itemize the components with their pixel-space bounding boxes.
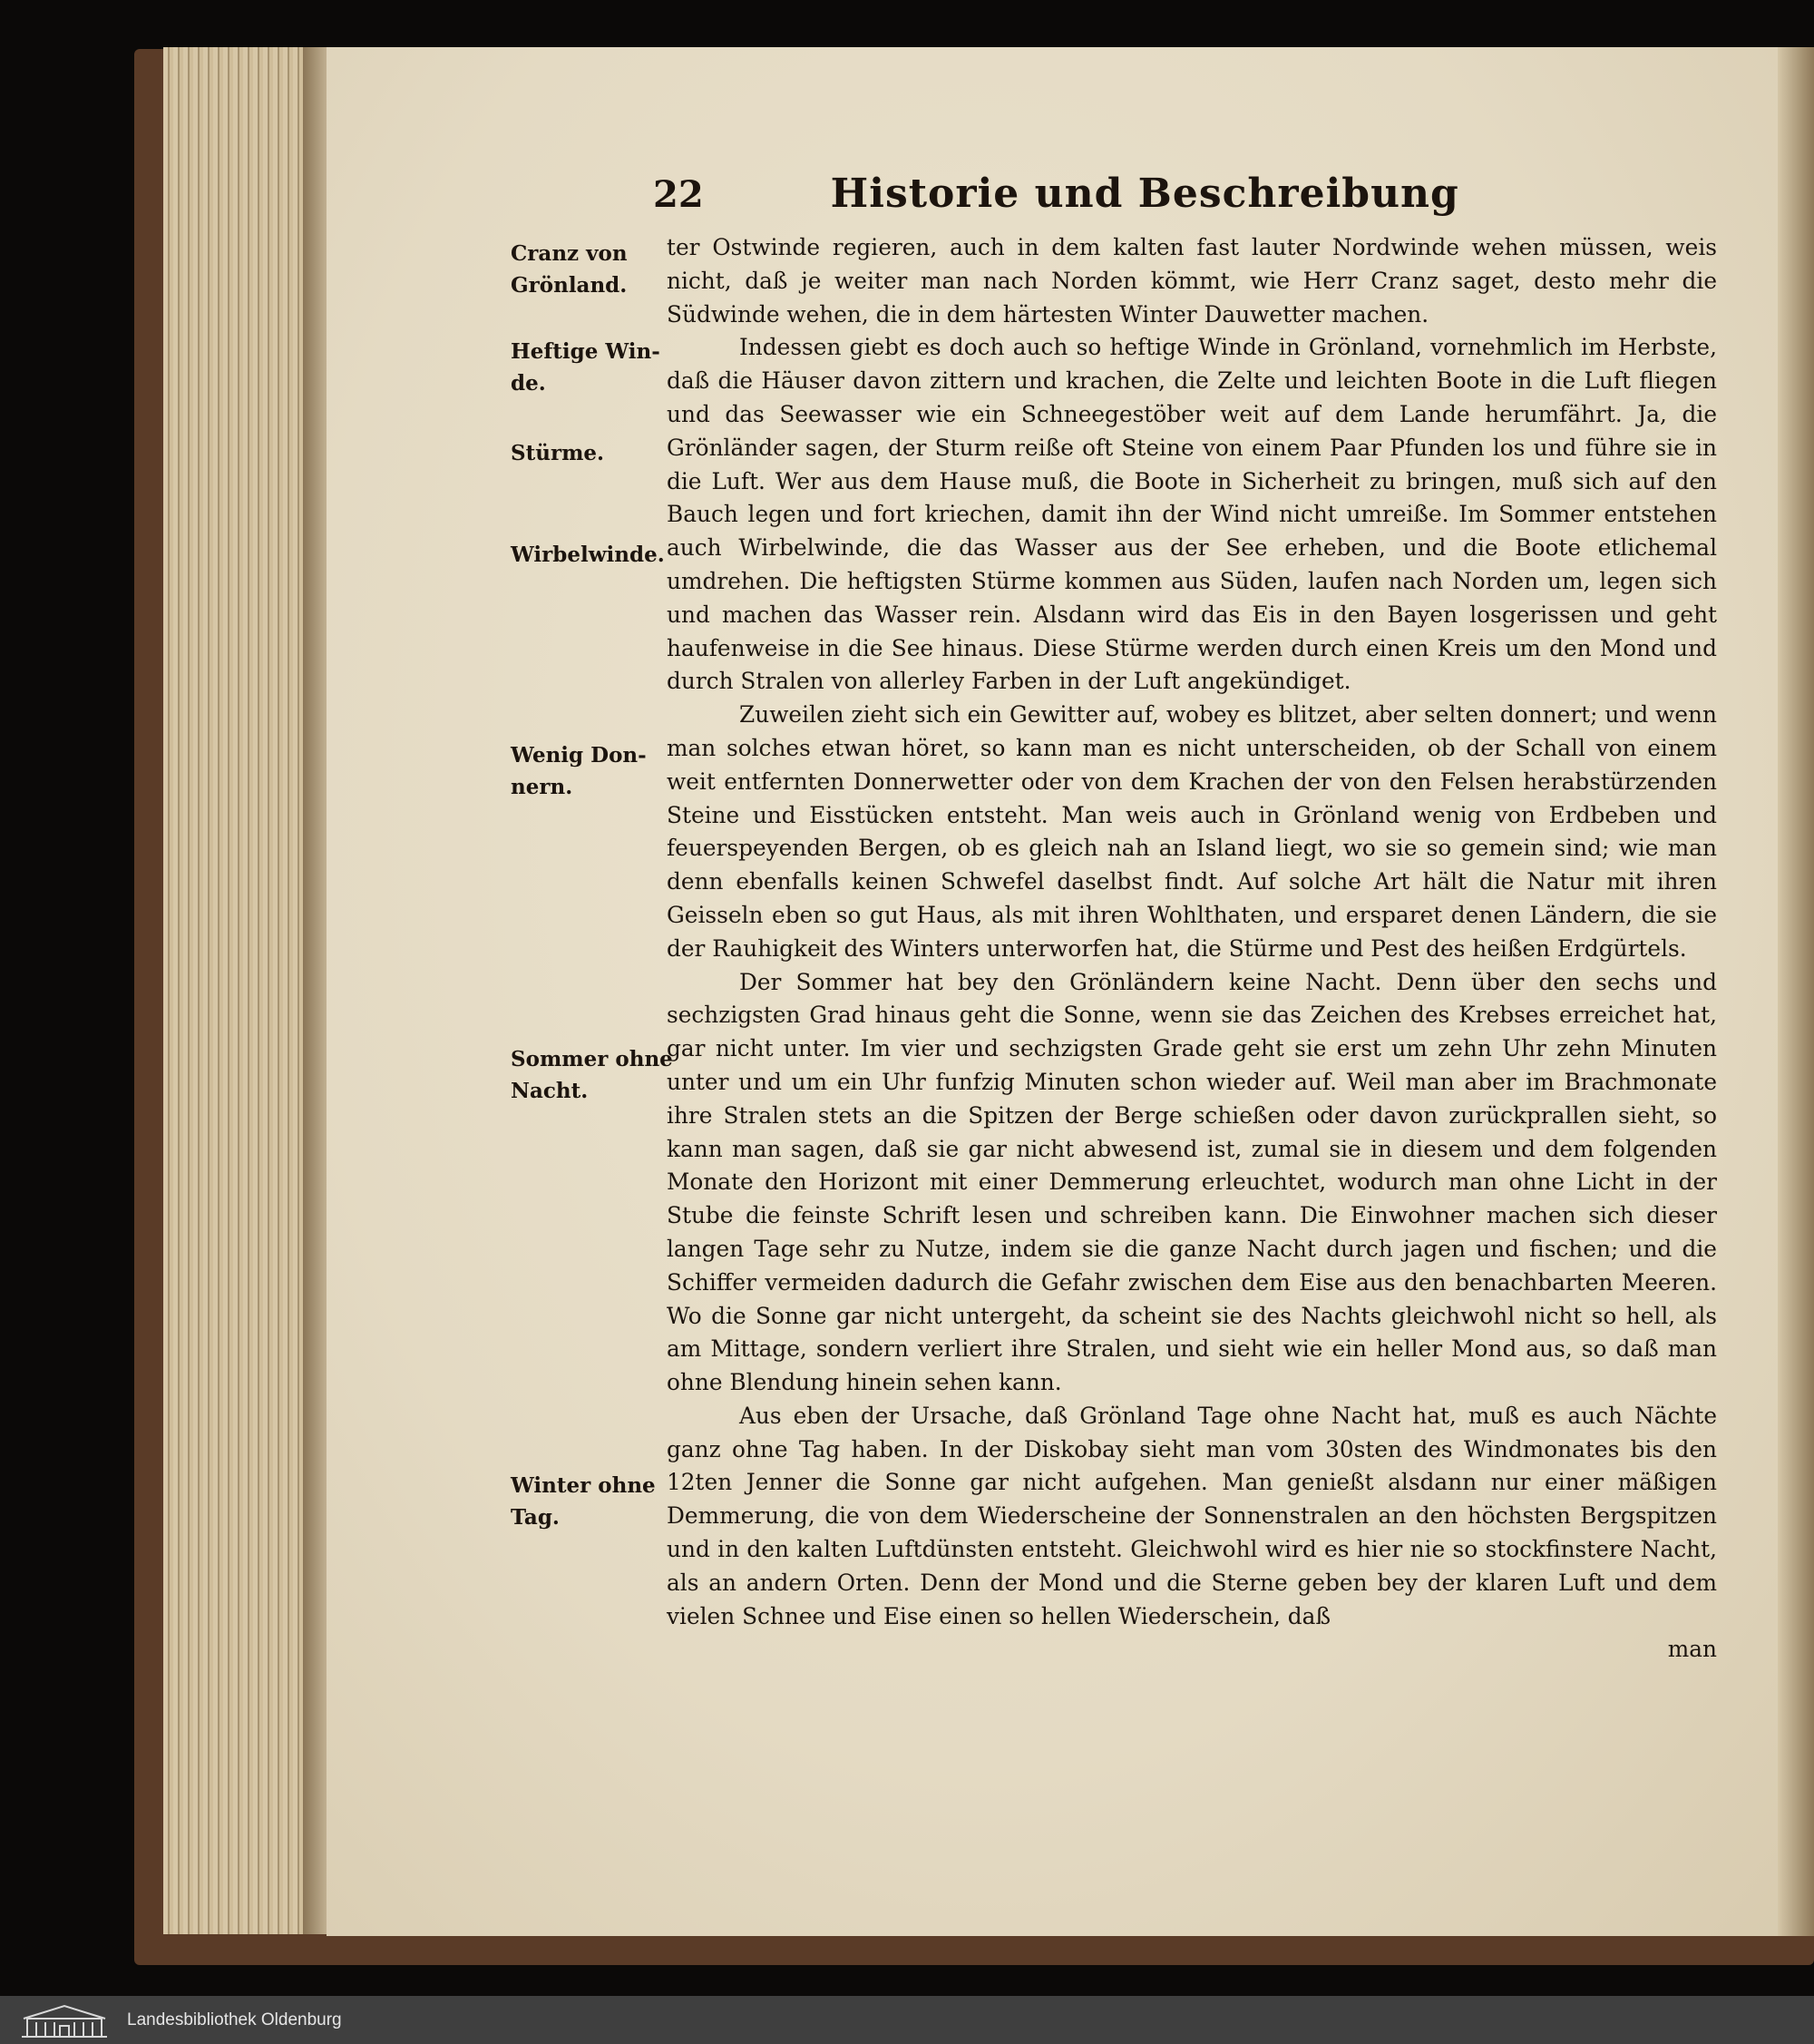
marginal-note-line: Heftige Win- [511,339,660,364]
marginal-note [511,739,669,803]
library-building-icon [15,2000,114,2040]
library-name: Landesbibliothek Oldenburg [127,2010,342,2029]
page-edges-left [163,47,313,1934]
marginal-note-line: Grönland. [511,273,628,298]
running-title: Historie und Beschreibung [830,171,1459,217]
paragraph: Aus eben der Ursache, daß Grönland Tage ohne Nacht hat, muß es auch Nächte ganz ohne Tag haben. In der Diskobay sieht man vom 30sten des Windmonates bis den 12ten Jenner die Sonne gar nicht aufgehen. Man genießt alsdann nur einer mäßigen Demmerung, die von dem Wiederscheine der Sonnenstralen an den höchsten Bergspitzen und in den kalten Luftdünsten entsteht. Gleichwohl wird es hier nie so stockfinstere Nacht, als an andern Orten. Denn der Mond und die Sterne geben bey der klaren Luft und dem vielen Schnee und Eise einen so hellen Wiederschein, daß [667,1402,1717,1629]
paragraph: Indessen giebt es doch auch so heftige Winde in Grönland, vornehmlich im Herbste, daß die Häuser davon zittern und krachen, die Zelte und leichten Boote in die Luft fliegen und das Seewasser wie ein Schneegestöber weit auf dem Lande herumfährt. Ja, die Grönländer sagen, der Sturm reiße oft Steine von einem Paar Pfunden los und führe sie in die Luft. Wer aus dem Hause muß, die Boote in Sicherheit zu bringen, muß sich auf den Bauch legen und fort kriechen, damit ihn der Wind nicht umreiße. Im Sommer entstehen auch Wirbelwinde, die das Wasser aus der See erheben, und die Boote etlichemal umdrehen. Die heftigsten Stürme kommen aus Süden, laufen nach Norden um, legen sich und machen das Wasser rein. Alsdann wird das Eis in den Bayen losgerissen und geht haufenweise in die See hinaus. Diese Stürme werden durch einen Kreis um den Mond und durch Stralen von allerley Farben in der Luft angekündiget. [667,334,1717,695]
marginal-note [511,539,669,571]
paragraph: ter Ostwinde regieren, auch in dem kalten fast lauter Nordwinde wehen müssen, weis nicht, daß je weiter man nach Norden kömmt, wie Herr Cranz saget, desto mehr die Südwinde wehen, die in dem härtesten Winter Dauwetter machen. [667,234,1717,328]
marginal-note-line: Sommer ohne [511,1047,673,1071]
marginal-note [511,437,669,469]
marginal-note-line: Stürme. [511,441,605,465]
marginal-note-line: Winter ohne [511,1473,656,1498]
marginal-note [511,1043,673,1107]
paragraph: Zuweilen zieht sich ein Gewitter auf, wobey es blitzet, aber selten donnert; und wenn man solches etwan höret, so kann man es nicht unterscheiden, ob der Schall von einem weit entfernten Donnerwetter oder von dem Krachen der von den Felsen herabstürzenden Steine und Eisstücken entsteht. Man weis auch in Grönland wenig von Erdbeben und feuerspeyenden Bergen, ob es gleich nah an Island liegt, wo sie so gemein sind; wie man denn ebenfalls keinen Schwefel daselbst findt. Auf solche Art hält die Natur mit ihren Geisseln eben so gut Haus, als mit ihren Wohlthaten, und ersparet denen Ländern, die sie der Rauhigkeit des Winters unterworfen hat, die Stürme und Pest des heißen Erdgürtels. [667,701,1717,962]
marginal-note-line: Wenig Don- [511,743,647,768]
marginal-note-line: Nacht. [511,1079,589,1103]
marginal-note-line: Wirbelwinde. [511,543,665,567]
marginal-note-line: Cranz von [511,241,628,266]
marginal-note-line: nern. [511,775,573,799]
marginal-note [511,1470,669,1533]
marginal-note [511,238,669,301]
marginal-note-line: Tag. [511,1505,560,1530]
page-number: 22 [653,173,704,216]
paragraph: Der Sommer hat bey den Grönländern keine Nacht. Denn über den sechs und sechzigsten Grad hinaus geht die Sonne, wenn sie das Zeichen des Krebses erreichet hat, gar nicht unter. Im vier und sechzigsten Grade geht sie erst um zehn Uhr zehn Minuten unter und um ein Uhr funfzig Minuten schon wieder auf. Weil man aber im Brachmonate ihre Stralen stets an die Spitzen der Berge schießen oder davon zurückprallen sieht, so kann man sagen, daß sie gar nicht abwesend ist, zumal sie in diesem und dem folgenden Monate den Horizont mit einer Demmerung erleuchtet, wodurch man ohne Licht in der Stube die feinste Schrift lesen und schreiben kann. Die Einwohner machen sich dieser langen Tage sehr zu Nutze, indem sie die ganze Nacht durch jagen und fischen; und die Schiffer vermeiden dadurch die Gefahr zwischen dem Eise aus den benachbarten Meeren. Wo die Sonne gar nicht untergeht, da scheint sie des Nachts gleichwohl nicht so hell, als am Mittage, sondern verliert ihre Stralen, und sieht wie ein heller Mond aus, so daß man ohne Blendung hinein sehen kann. [667,968,1717,1396]
page-header [653,171,1459,217]
page-right-edge [1778,47,1814,1936]
marginal-note [511,336,669,399]
body-text [667,231,1717,1667]
marginal-note-line: de. [511,371,546,396]
catchword: man [1667,1636,1717,1663]
footer-bar [0,1996,1814,2044]
